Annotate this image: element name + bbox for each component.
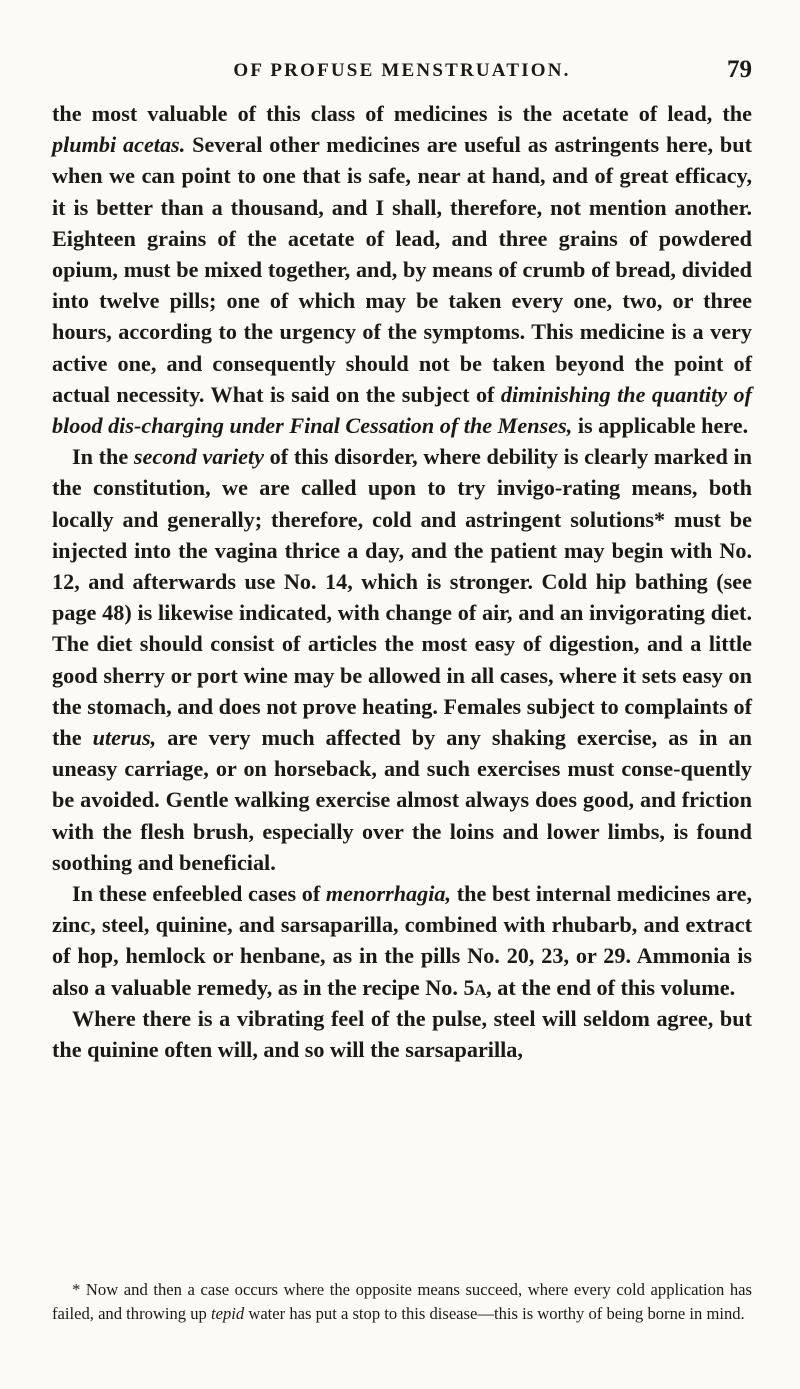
body-text [52,98,752,1065]
text-run: water has put a stop to this disease—this is worthy of being borne in mind. [244,1304,745,1323]
text-run: diminishing the quantity of blood dis-charging under Final Cessation of the Menses, [52,381,752,439]
page-number: 79 [727,56,752,83]
text-run: uterus, [92,725,157,751]
footnote [52,1278,752,1326]
text-run: is applicable here. [572,413,749,439]
text-run: second variety [133,444,265,470]
text-run: In these enfeebled cases of [72,881,326,907]
text-run: are very much affected by any shaking exercise, as in an uneasy carriage, or on horseback, and such exercises must conse-quently be avoided. Gentle walking exercise almost always does good, and friction with the flesh brush, especially over the loins and lower limbs, is found soothing and beneficial. [52,725,752,875]
text-run: tepid [211,1304,245,1323]
text-run: , at the end of this volume. [486,974,736,1000]
paragraph-4 [52,1003,752,1065]
text-run: a [474,974,487,1000]
running-title: OF PROFUSE MENSTRUATION. [233,60,571,81]
paragraph-1 [52,98,752,441]
text-run: * Now and then a case occurs where the opposite means succeed, where every cold application has failed, and throwing up [52,1280,752,1323]
footnote-text [52,1278,752,1326]
text-run: Several other medicines are useful as astringents here, but when we can point to one that is safe, near at hand, and of great efficacy, it is better than a thousand, and I shall, therefore, not mention another. Eighteen grains of the acetate of lead, and three grains of powdered opium, must be mixed together, and, by means of crumb of bread, divided into twelve pills; one of which may be taken every one, two, or three hours, according to the urgency of the symptoms. This medicine is a very active one, and consequently should not be taken beyond the point of actual necessity. What is said on the subject of [52,132,753,407]
text-run: Where there is a vibrating feel of the pulse, steel will seldom agree, but the quinine often will, and so will the sarsaparilla, [52,1005,752,1063]
text-run: plumbi acetas. [52,132,186,158]
text-run: the most valuable of this class of medicines is the acetate of lead, the [52,101,752,126]
paragraph-2 [52,441,752,878]
paragraph-3 [52,878,752,1003]
text-run: In the [72,444,134,470]
text-run: the best internal medicines are, zinc, steel, quinine, and sarsaparilla, combined with rhubarb, and extract of hop, hemlock or henbane, as in the pills No. 20, 23, or 29. Ammonia is also a valuable remedy, as in the recipe No. 5 [52,881,752,1000]
text-run: menorrhagia, [325,881,452,907]
text-run: of this disorder, where debility is clearly marked in the constitution, we are called upon to try invigo-rating means, both locally and generally; therefore, cold and astringent solutions* must be injected into the vagina thrice a day, and the patient may begin with No. 12, and afterwards use No. 14, which is stronger. Cold hip bathing (see page 48) is likewise indicated, with change of air, and an invigorating diet. The diet should consist of articles the most easy of digestion, and a little good sherry or port wine may be allowed in all cases, where it sets easy on the stomach, and does not prove heating. Females subject to complaints of the [52,444,752,751]
page-header [52,56,752,88]
